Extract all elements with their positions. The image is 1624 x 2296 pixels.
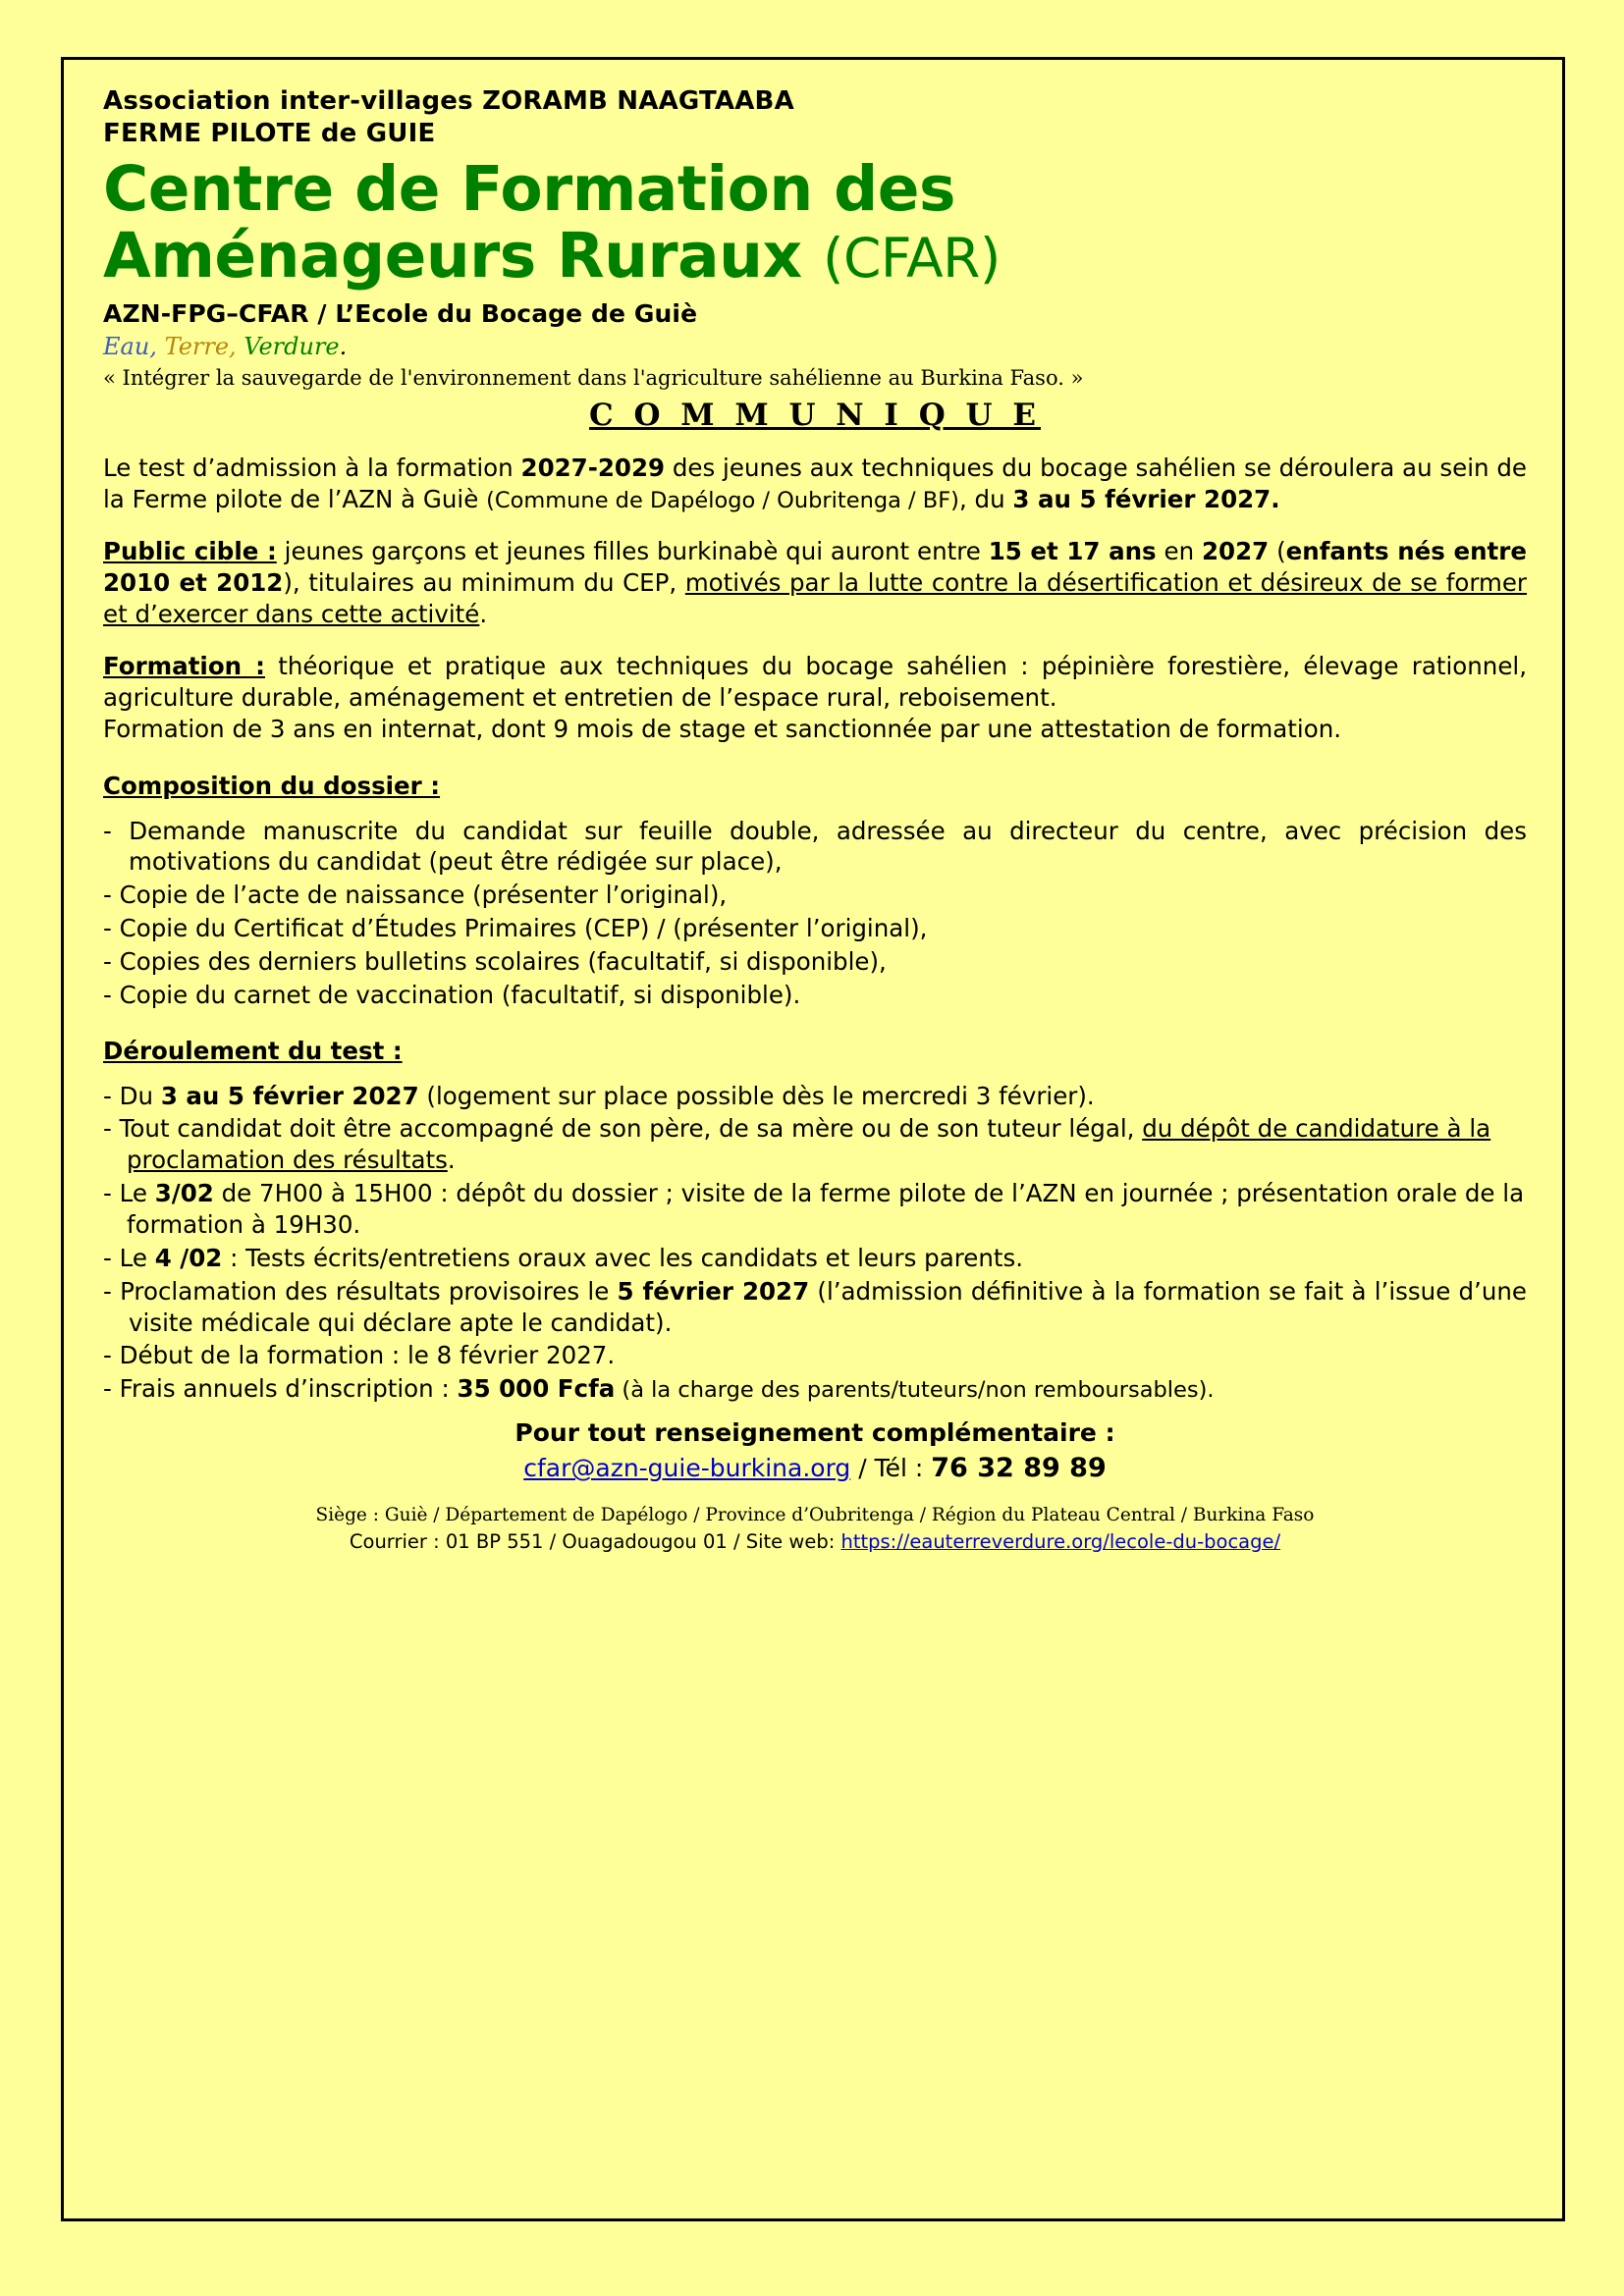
list-item	[103, 1113, 1527, 1176]
test-item3-c: de 7H00 à 15H00 : dépôt du dossier ; visite de la ferme pilote de l’AZN en journée ; présentation orale de la formation à 19H30.	[127, 1179, 1525, 1239]
motto-verdure: Verdure	[244, 332, 340, 360]
public-cible-g: ), titulaires au minimum du CEP,	[283, 567, 685, 597]
test-item3-date: 3/02	[154, 1179, 214, 1208]
subtitle: AZN-FPG–CFAR / L’Ecole du Bocage de Guiè	[103, 298, 698, 328]
footer-contact	[103, 1530, 1527, 1553]
formation-duration-paragraph: Formation de 3 ans en internat, dont 9 mois de stage et sanctionnée par une attestation de formation.	[103, 715, 1342, 744]
intro-years: 2027-2029	[520, 453, 666, 482]
list-item: - Début de la formation : le 8 février 2027.	[103, 1341, 616, 1370]
list-item	[103, 1373, 1527, 1405]
test-item4-c: : Tests écrits/entretiens oraux avec les candidats et leurs parents.	[222, 1243, 1024, 1272]
public-cible-i: .	[479, 600, 488, 629]
contact-email-link[interactable]: cfar@azn-guie-burkina.org	[523, 1454, 851, 1483]
test-item2-underlined: du dépôt de candidature à la proclamation des résultats	[127, 1114, 1491, 1175]
intro-text-e: , du	[958, 484, 1013, 513]
list-item	[103, 1178, 1527, 1241]
footer-address: Siège : Guiè / Département de Dapélogo / Province d’Oubritenga / Région du Plateau Central / Burkina Faso	[315, 1505, 1315, 1526]
poster-document	[61, 57, 1565, 2221]
test-item5-date: 5 février 2027	[617, 1276, 810, 1306]
organization-line-2: FERME PILOTE de GUIE	[103, 118, 436, 148]
intro-location: (Commune de Dapélogo / Oubritenga / BF)	[486, 487, 959, 513]
public-cible-birth-years: enfants nés entre 2010 et 2012	[103, 536, 1527, 597]
contact-separator: / Tél :	[850, 1454, 932, 1483]
organization-line-1: Association inter-villages ZORAMB NAAGTAABA	[103, 86, 794, 116]
contact-phone: 76 32 89 89	[931, 1453, 1107, 1484]
formation-label: Formation :	[103, 651, 265, 680]
test-item7-fee: 35 000 Fcfa	[457, 1374, 616, 1404]
intro-text-a: Le test d’admission à la formation	[103, 453, 521, 482]
test-item2-c: .	[447, 1146, 456, 1175]
intro-text-c: des jeunes aux techniques du bocage sahélien se déroulera au sein de la Ferme pilote de l’AZN à Guiè	[103, 453, 1528, 513]
test-item3-a: - Le	[103, 1179, 155, 1208]
page-title-main: Aménageurs Ruraux	[103, 219, 802, 292]
motto-dot: .	[339, 332, 348, 360]
communique-heading: C O M M U N I Q U E	[589, 397, 1041, 433]
list-item: - Copie du Certificat d’Études Primaires (CEP) / (présenter l’original),	[103, 914, 928, 943]
motto	[103, 333, 1527, 360]
motto-eau: Eau,	[103, 332, 157, 360]
public-cible-year: 2027	[1202, 536, 1270, 565]
dossier-list	[103, 816, 1527, 1011]
intro-dates: 3 au 5 février 2027.	[1012, 484, 1280, 513]
test-item5-a: - Proclamation des résultats provisoires le	[103, 1276, 618, 1306]
list-item	[103, 1081, 1527, 1112]
mission-quote: « Intégrer la sauvegarde de l'environnement dans l'agriculture sahélienne au Burkina Faso. »	[103, 365, 1084, 390]
test-item4-a: - Le	[103, 1243, 155, 1272]
formation-text: théorique et pratique aux techniques du bocage sahélien : pépinière forestière, élevage rationnel, agriculture durable, aménagement et entretien de l’espace rural, reboisement.	[103, 651, 1527, 712]
test-item1-a: - Du	[103, 1081, 161, 1110]
contact-heading: Pour tout renseignement complémentaire :	[514, 1418, 1115, 1448]
list-item	[103, 1243, 1527, 1274]
list-item: - Copie du carnet de vaccination (facultatif, si disponible).	[103, 980, 801, 1009]
test-list	[103, 1081, 1527, 1406]
footer-website-link[interactable]: https://eauterreverdure.org/lecole-du-bocage/	[840, 1530, 1281, 1554]
test-item7-a: - Frais annuels d’inscription :	[103, 1374, 458, 1404]
contact-line	[103, 1453, 1527, 1483]
page-title	[103, 152, 1527, 292]
test-item1-dates: 3 au 5 février 2027	[160, 1081, 419, 1110]
public-cible-e: (	[1269, 536, 1286, 565]
public-cible-label: Public cible :	[103, 536, 277, 565]
motto-terre: Terre,	[164, 332, 237, 360]
intro-paragraph	[103, 453, 1527, 516]
footer-mail-prefix: Courrier : 01 BP 551 / Ouagadougou 01 / Site web:	[349, 1530, 841, 1554]
public-cible-age: 15 et 17 ans	[988, 536, 1157, 565]
public-cible-a: jeunes garçons et jeunes filles burkinabè qui auront entre	[276, 536, 989, 565]
test-item1-c: (logement sur place possible dès le mercredi 3 février).	[418, 1081, 1095, 1110]
page-title-line-2	[103, 219, 1527, 292]
test-item4-date: 4 /02	[154, 1243, 223, 1272]
public-cible-c: en	[1156, 536, 1202, 565]
list-item: - Copies des derniers bulletins scolaires (facultatif, si disponible),	[103, 946, 887, 976]
formation-paragraph	[103, 651, 1527, 715]
dossier-heading: Composition du dossier :	[103, 771, 441, 800]
list-item: - Demande manuscrite du candidat sur feuille double, adressée au directeur du centre, avec précision des motivations du candidat (peut être rédigée sur place),	[103, 816, 1527, 877]
test-item2-a: - Tout candidat doit être accompagné de son père, de sa mère ou de son tuteur légal,	[103, 1114, 1143, 1144]
test-item5-c: (l’admission définitive à la formation se fait à l’issue d’une visite médicale qui déclare apte le candidat).	[129, 1276, 1527, 1337]
list-item: - Copie de l’acte de naissance (présenter l’original),	[103, 881, 728, 910]
test-heading: Déroulement du test :	[103, 1036, 403, 1065]
public-cible-paragraph	[103, 536, 1527, 631]
test-item7-c: (à la charge des parents/tuteurs/non remboursables).	[615, 1377, 1215, 1404]
page-title-acronym: (CFAR)	[823, 226, 1001, 290]
page-title-line-1: Centre de Formation des	[103, 152, 956, 225]
public-cible-motivation: motivés par la lutte contre la désertification et désireux de se former et d’exercer dans cette activité	[103, 567, 1527, 629]
list-item	[103, 1276, 1527, 1339]
